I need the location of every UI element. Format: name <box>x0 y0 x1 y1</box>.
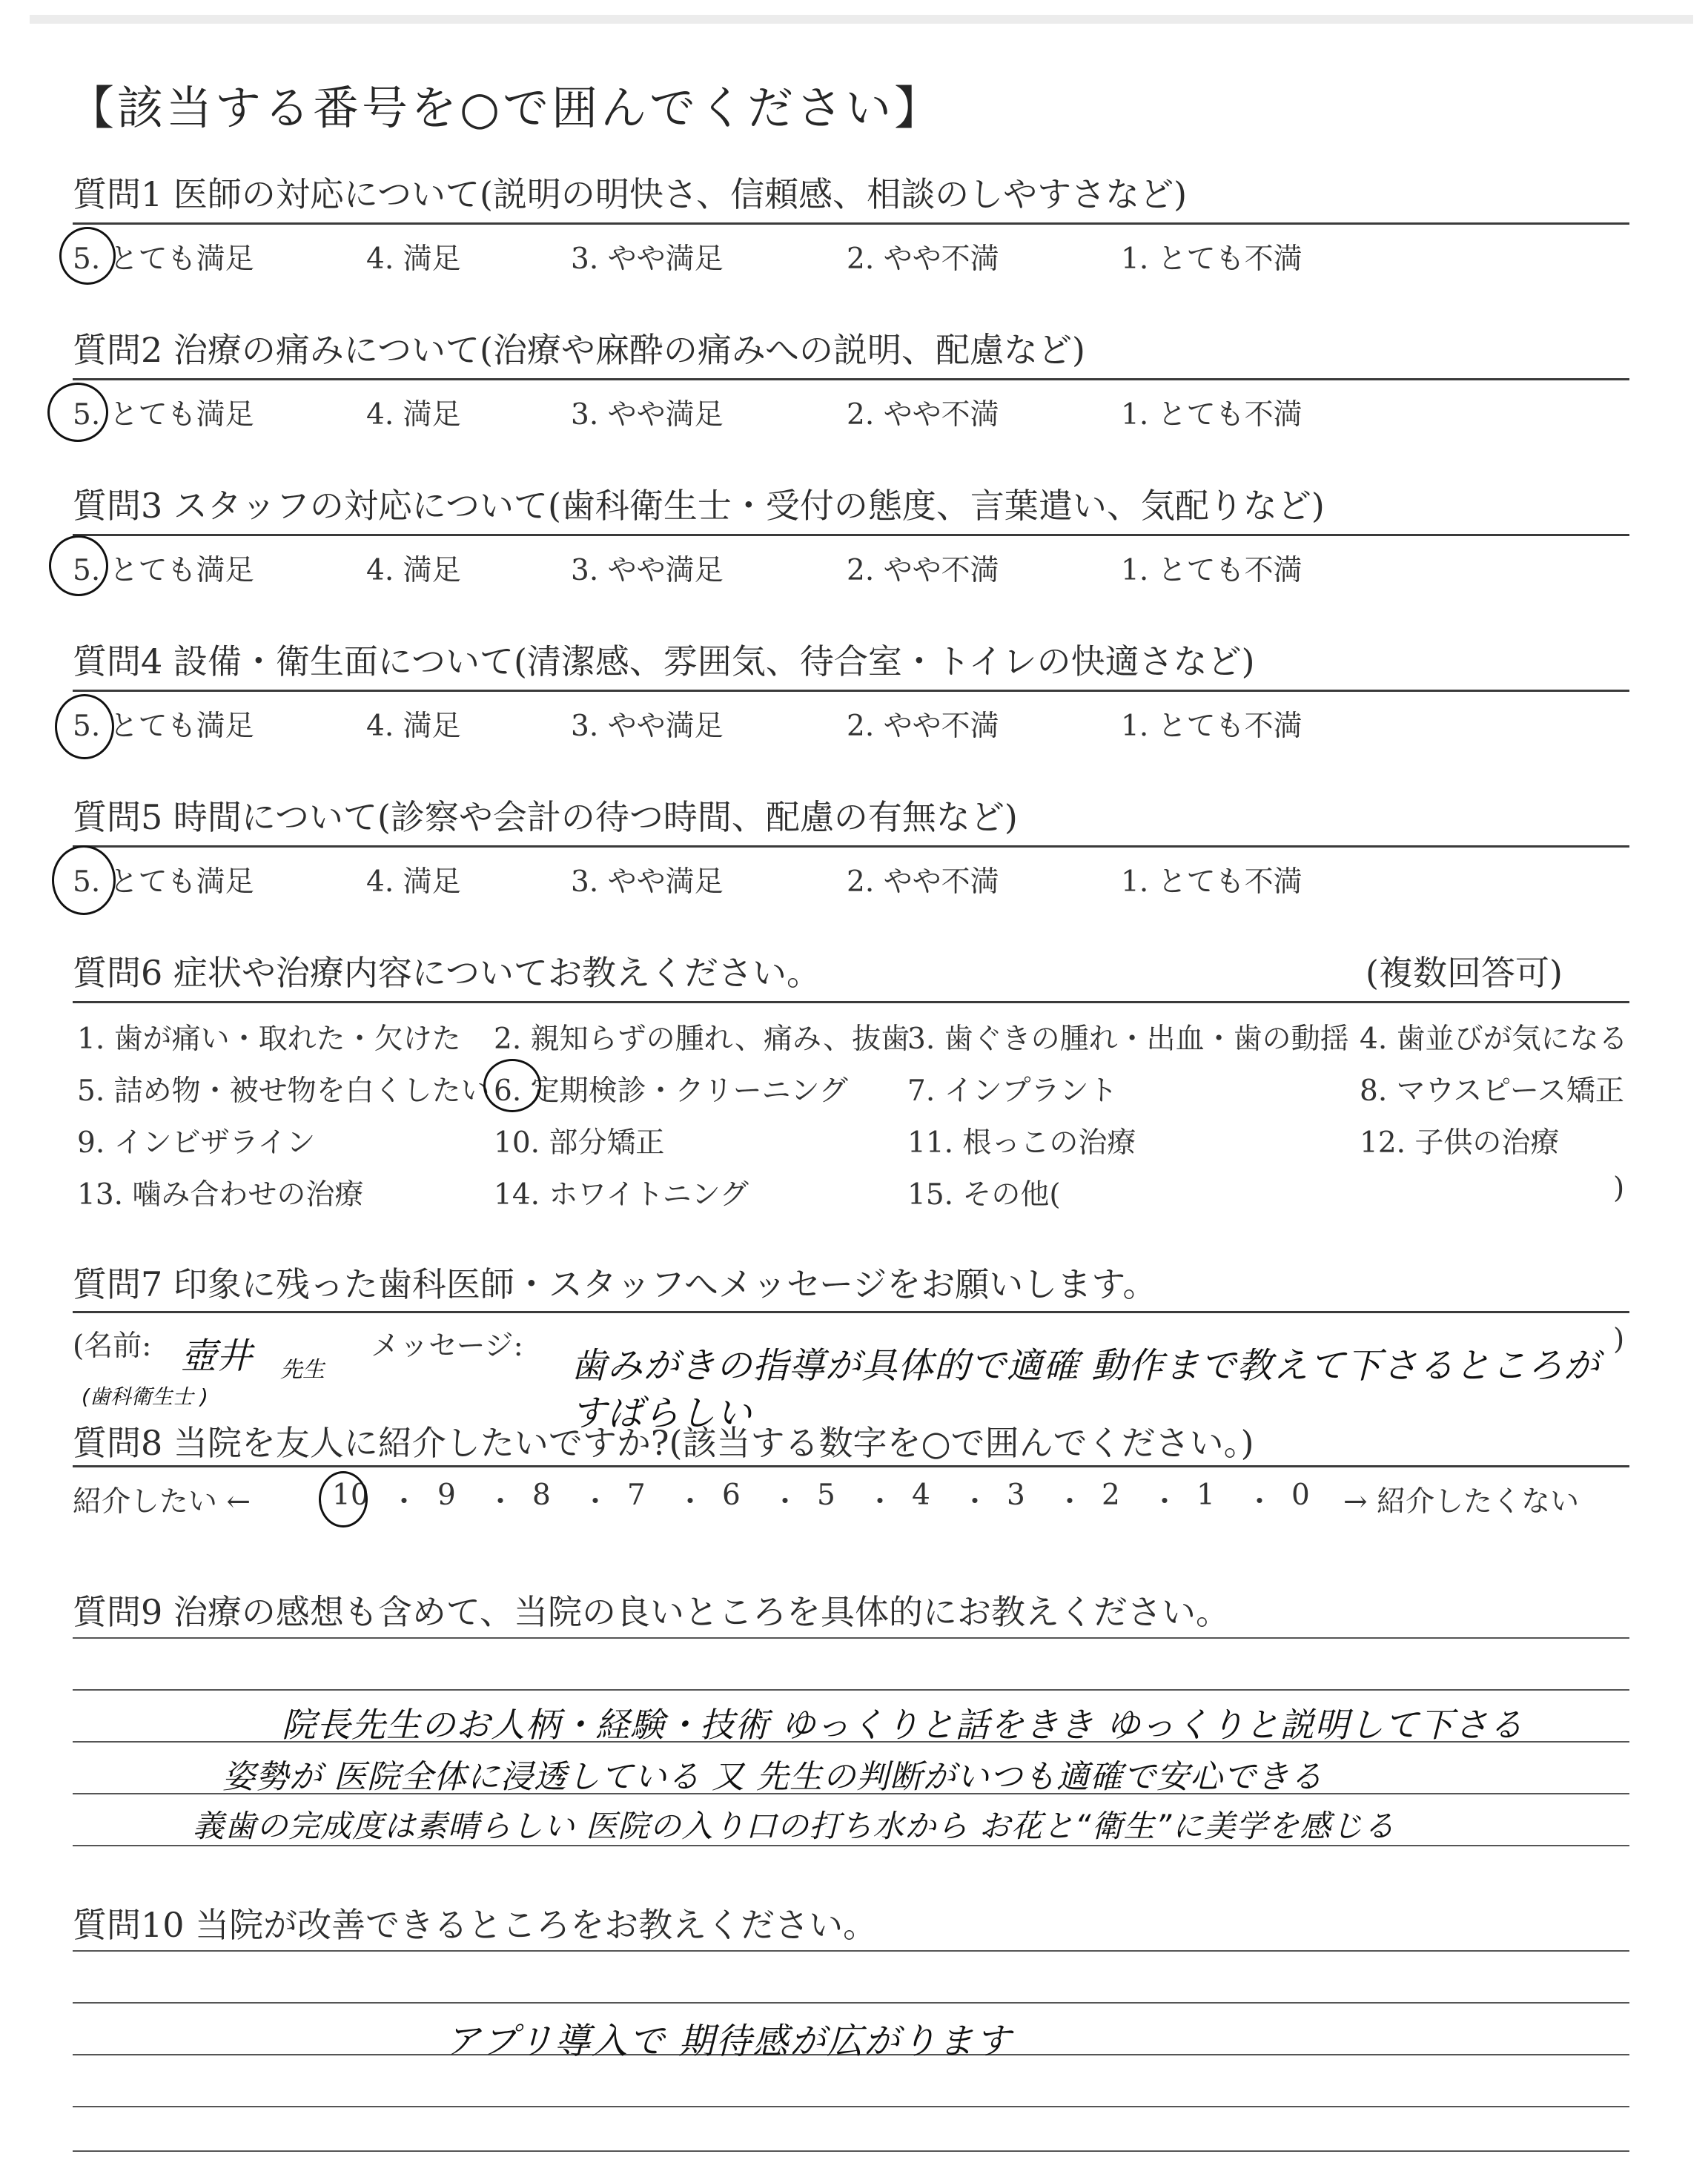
other-close-paren: ) <box>1613 1172 1625 1205</box>
treatment-option-8[interactable]: 8. マウスピース矯正 <box>1360 1074 1624 1108</box>
selection-circle <box>52 845 116 915</box>
rating-option-2[interactable]: 2. やや不満 <box>847 398 999 432</box>
answer-text-line-3: 義歯の完成度は素晴らしい 医院の入り口の打ち水から お花と“衛生”に美学を感じる <box>193 1808 1396 1844</box>
recommend-left-label: 紹介したい ← <box>73 1485 251 1519</box>
rating-option-1[interactable]: 1. とても不満 <box>1121 398 1302 432</box>
answer-line <box>73 2002 1629 2004</box>
rating-option-5[interactable]: 5. とても満足 <box>73 710 254 743</box>
rating-option-3[interactable]: 3. やや満足 <box>571 398 724 432</box>
rating-option-2[interactable]: 2. やや不満 <box>847 710 999 743</box>
question-6-title: 質問6 症状や治療内容についてお教えください。 <box>73 953 821 993</box>
rating-option-3[interactable]: 3. やや満足 <box>571 242 724 276</box>
treatment-option-11[interactable]: 11. 根っこの治療 <box>907 1126 1136 1160</box>
treatment-option-5[interactable]: 5. 詰め物・被せ物を白くしたい <box>77 1074 490 1108</box>
treatment-option-12[interactable]: 12. 子供の治療 <box>1360 1126 1560 1160</box>
rating-option-5[interactable]: 5. とても満足 <box>73 554 254 587</box>
page-top-edge <box>30 15 1693 24</box>
question-8-rule <box>73 1465 1629 1467</box>
scale-option-4[interactable]: 4 <box>912 1479 930 1512</box>
treatment-option-2[interactable]: 2. 親知らずの腫れ、痛み、抜歯 <box>494 1023 910 1056</box>
question-5-title: 質問5 時間について(診察や会計の待つ時間、配慮の有無など) <box>73 797 1018 837</box>
message-close-paren: ) <box>1613 1323 1625 1356</box>
rating-option-3[interactable]: 3. やや満足 <box>571 865 724 899</box>
treatment-option-7[interactable]: 7. インプラント <box>907 1074 1118 1108</box>
scale-dot: ・ <box>1151 1485 1179 1518</box>
selection-circle <box>483 1059 541 1112</box>
rating-option-4[interactable]: 4. 満足 <box>366 710 461 743</box>
question-10-title: 質問10 当院が改善できるところをお教えください。 <box>73 1905 878 1945</box>
rating-option-2[interactable]: 2. やや不満 <box>847 242 999 276</box>
rating-option-2[interactable]: 2. やや不満 <box>847 865 999 899</box>
scale-dot: ・ <box>486 1485 515 1518</box>
rating-option-1[interactable]: 1. とても不満 <box>1121 554 1302 587</box>
scale-dot: ・ <box>961 1485 990 1518</box>
rating-option-3[interactable]: 3. やや満足 <box>571 710 724 743</box>
staff-message: 歯みがきの指導が具体的で適確 動作まで教えて下さるところがすばらしい <box>571 1345 1601 1434</box>
rating-option-5[interactable]: 5. とても満足 <box>73 242 254 276</box>
scale-option-6[interactable]: 6 <box>722 1479 741 1512</box>
staff-title: 先生 <box>280 1357 325 1383</box>
multiple-answer-note: (複数回答可) <box>1366 953 1563 993</box>
scale-option-0[interactable]: 0 <box>1291 1479 1310 1512</box>
rating-option-1[interactable]: 1. とても不満 <box>1121 242 1302 276</box>
scale-dot: ・ <box>866 1485 895 1518</box>
scale-dot: ・ <box>1245 1485 1274 1518</box>
question-9-title: 質問9 治療の感想も含めて、当院の良いところを具体的にお教えください。 <box>73 1592 1230 1632</box>
treatment-option-9[interactable]: 9. インビザライン <box>77 1126 316 1160</box>
treatment-option-10[interactable]: 10. 部分矯正 <box>494 1126 665 1160</box>
improvement-answer: アプリ導入で 期待感が広がります <box>445 2021 1013 2062</box>
rating-option-3[interactable]: 3. やや満足 <box>571 554 724 587</box>
treatment-option-14[interactable]: 14. ホワイトニング <box>494 1178 749 1212</box>
scale-dot: ・ <box>771 1485 800 1518</box>
answer-line <box>73 2150 1629 2152</box>
scale-option-2[interactable]: 2 <box>1102 1479 1120 1512</box>
rating-option-1[interactable]: 1. とても不満 <box>1121 865 1302 899</box>
scale-option-8[interactable]: 8 <box>532 1479 551 1512</box>
question-1-title: 質問1 医師の対応について(説明の明快さ、信頼感、相談のしやすさなど) <box>73 174 1188 214</box>
treatment-option-3[interactable]: 3. 歯ぐきの腫れ・出血・歯の動揺 <box>907 1023 1349 1056</box>
staff-name: 壺井 <box>181 1335 253 1377</box>
scale-option-7[interactable]: 7 <box>627 1479 646 1512</box>
question-8-title: 質問8 当院を友人に紹介したいですか?(該当する数字を○で囲んでください。) <box>73 1423 1254 1463</box>
treatment-option-1[interactable]: 1. 歯が痛い・取れた・欠けた <box>77 1023 461 1056</box>
treatment-option-15[interactable]: 15. その他( <box>907 1178 1061 1212</box>
recommend-right-label: → 紹介したくない <box>1343 1485 1580 1519</box>
scale-option-5[interactable]: 5 <box>817 1479 835 1512</box>
answer-text-line-1: 院長先生のお人柄・経験・技術 ゆっくりと話をきき ゆっくりと説明して下さる <box>282 1705 1524 1745</box>
question-2-rule <box>73 378 1629 380</box>
question-5-rule <box>73 845 1629 848</box>
rating-option-4[interactable]: 4. 満足 <box>366 242 461 276</box>
scale-dot: ・ <box>390 1485 419 1518</box>
rating-option-2[interactable]: 2. やや不満 <box>847 554 999 587</box>
rating-option-5[interactable]: 5. とても満足 <box>73 398 254 432</box>
page-header: 【該当する番号を○で囲んでください】 <box>68 81 944 135</box>
selection-circle <box>47 383 108 442</box>
answer-line <box>73 1637 1629 1639</box>
question-3-rule <box>73 534 1629 536</box>
scale-dot: ・ <box>1056 1485 1085 1518</box>
question-6-rule <box>73 1001 1629 1003</box>
question-4-rule <box>73 690 1629 692</box>
rating-option-1[interactable]: 1. とても不満 <box>1121 710 1302 743</box>
selection-circle <box>59 227 116 285</box>
answer-line <box>73 1689 1629 1691</box>
treatment-option-13[interactable]: 13. 噛み合わせの治療 <box>77 1178 364 1212</box>
scale-option-1[interactable]: 1 <box>1196 1479 1215 1512</box>
question-1-rule <box>73 222 1629 225</box>
scale-option-9[interactable]: 9 <box>437 1479 456 1512</box>
selection-circle <box>49 535 108 596</box>
question-4-title: 質問4 設備・衛生面について(清潔感、雰囲気、待合室・トイレの快適さなど) <box>73 641 1255 681</box>
staff-role: (歯科衛生士 ) <box>82 1384 208 1409</box>
scale-option-3[interactable]: 3 <box>1007 1479 1025 1512</box>
selection-circle <box>55 694 114 759</box>
question-7-rule <box>73 1311 1629 1313</box>
answer-line <box>73 2106 1629 2107</box>
scale-dot: ・ <box>676 1485 705 1518</box>
treatment-option-6[interactable]: 6. 定期検診・クリーニング <box>494 1074 848 1108</box>
treatment-option-4[interactable]: 4. 歯並びが気になる <box>1360 1023 1628 1056</box>
answer-line <box>73 1950 1629 1952</box>
rating-option-4[interactable]: 4. 満足 <box>366 398 461 432</box>
question-7-title: 質問7 印象に残った歯科医師・スタッフへメッセージをお願いします。 <box>73 1264 1157 1304</box>
scale-option-10[interactable]: 10 <box>332 1479 369 1512</box>
answer-text-line-2: 姿勢が 医院全体に浸透している 又 先生の判断がいつも適確で安心できる <box>222 1758 1323 1796</box>
selection-circle <box>319 1471 368 1527</box>
rating-option-4[interactable]: 4. 満足 <box>366 554 461 587</box>
question-3-title: 質問3 スタッフの対応について(歯科衛生士・受付の態度、言葉遣い、気配りなど) <box>73 486 1325 526</box>
message-label: メッセージ: <box>371 1330 523 1363</box>
name-label: (名前: <box>73 1330 152 1363</box>
rating-option-5[interactable]: 5. とても満足 <box>73 865 254 899</box>
rating-option-4[interactable]: 4. 満足 <box>366 865 461 899</box>
scale-dot: ・ <box>581 1485 610 1518</box>
question-2-title: 質問2 治療の痛みについて(治療や麻酔の痛みへの説明、配慮など) <box>73 330 1085 370</box>
